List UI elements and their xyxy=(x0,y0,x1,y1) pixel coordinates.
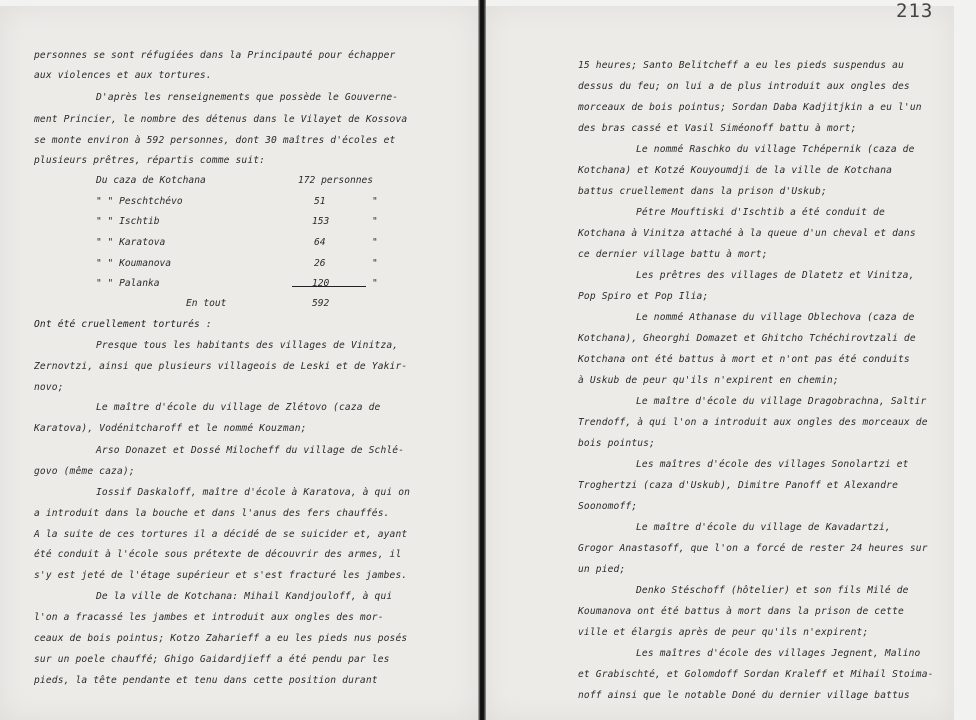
left-line: Iossif Daskaloff, maître d'école à Karatova, à qui on xyxy=(96,487,411,498)
table-ditto: " xyxy=(372,196,378,207)
right-line: un pied; xyxy=(578,564,626,575)
right-line: Les maîtres d'école des villages Sonolartzi et xyxy=(636,459,909,470)
table-place: En tout xyxy=(186,298,227,309)
left-line: Arso Donazet et Dossé Milocheff du village de Schlé- xyxy=(96,445,405,456)
total-rule xyxy=(292,286,366,287)
right-line: Kotchana à Vinitza attaché à la queue d'un cheval et dans xyxy=(578,228,916,239)
right-line: Le maître d'école du village Dragobrachna, Saltir xyxy=(636,396,927,407)
right-line: Troghertzi (caza d'Uskub), Dimitre Panoff et Alexandre xyxy=(578,480,898,491)
right-line: Grogor Anastasoff, que l'on a forcé de rester 24 heures sur xyxy=(578,543,928,554)
right-line: des bras cassé et Vasil Siméonoff battu à mort; xyxy=(578,123,857,134)
table-ditto: " xyxy=(372,216,378,227)
table-place: Du caza de Kotchana xyxy=(96,175,206,186)
right-line: Le maître d'école du village de Kavadartzi, xyxy=(636,522,891,533)
table-count: 26 xyxy=(314,258,326,269)
section-heading: Ont été cruellement torturés : xyxy=(34,319,212,330)
table-count: 120 xyxy=(312,278,330,289)
table-place: " " Koumanova xyxy=(96,258,172,269)
left-line: govo (même caza); xyxy=(34,466,135,477)
left-line: D'après les renseignements que possède le Gouverne- xyxy=(96,92,399,103)
left-line: De la ville de Kotchana: Mihail Kandjouloff, à qui xyxy=(96,591,393,602)
right-line: et Grabischté, et Golomdoff Sordan Kraleff et Mihail Stoima- xyxy=(578,669,934,680)
table-count: 51 xyxy=(314,196,326,207)
table-count: 64 xyxy=(314,237,326,248)
left-line: l'on a fracassé les jambes et introduit aux ongles des mor- xyxy=(34,612,384,623)
left-line: Zernovtzi, ainsi que plusieurs villageois de Leski et de Yakir- xyxy=(34,361,408,372)
book-gutter xyxy=(478,0,486,720)
table-place: " " Ischtib xyxy=(96,216,160,227)
right-line: bois pointus; xyxy=(578,438,656,449)
right-line: morceaux de bois pointus; Sordan Daba Kadjitjkin a eu l'un xyxy=(578,102,922,113)
left-line: a introduit dans la bouche et dans l'anus des fers chauffés. xyxy=(34,508,390,519)
right-line: 15 heures; Santo Belitcheff a eu les pieds suspendus au xyxy=(578,60,904,71)
table-place: " " Palanka xyxy=(96,278,160,289)
left-line: plusieurs prêtres, répartis comme suit: xyxy=(34,155,266,166)
right-line: Kotchana ont été battus à mort et n'ont pas été conduits xyxy=(578,354,910,365)
right-line: Le nommé Raschko du village Tchépernik (caza de xyxy=(636,144,915,155)
left-line: novo; xyxy=(34,382,64,393)
left-line: s'y est jeté de l'étage supérieur et s'est fracturé les jambes. xyxy=(34,570,408,581)
left-line: sur un poele chauffé; Ghigo Gaidardjieff a été pendu par les xyxy=(34,654,390,665)
right-line: Koumanova ont été battus à mort dans la prison de cette xyxy=(578,606,904,617)
right-line: Kotchana) et Kotzé Kouyoumdji de la ville de Kotchana xyxy=(578,165,893,176)
left-line: pieds, la tête pendante et tenu dans cette position durant xyxy=(34,675,378,686)
left-line: ceaux de bois pointus; Kotzo Zaharieff a eu les pieds nus posés xyxy=(34,633,408,644)
left-line: se monte environ à 592 personnes, dont 30 maîtres d'écoles et xyxy=(34,135,396,146)
table-ditto: " xyxy=(372,258,378,269)
table-ditto: " xyxy=(372,278,378,289)
right-line: Denko Stéschoff (hôtelier) et son fils Milé de xyxy=(636,585,909,596)
table-ditto: " xyxy=(372,237,378,248)
left-line: été conduit à l'école sous prétexte de découvrir des armes, il xyxy=(34,549,402,560)
right-line: à Uskub de peur qu'ils n'expirent en chemin; xyxy=(578,375,839,386)
table-place: " " Peschtchévo xyxy=(96,196,183,207)
left-line: Karatova), Vodénitcharoff et le nommé Kouzman; xyxy=(34,423,307,434)
left-line: aux violences et aux tortures. xyxy=(34,70,212,81)
table-count: 592 xyxy=(312,298,330,309)
left-line: Presque tous les habitants des villages de Vinitza, xyxy=(96,340,399,351)
right-line: Les prêtres des villages de Dlatetz et Vinitza, xyxy=(636,270,915,281)
right-line: noff ainsi que le notable Doné du dernier village battus xyxy=(578,690,910,701)
right-line: ville et élargis après de peur qu'ils n'expirent; xyxy=(578,627,869,638)
left-line: personnes se sont réfugiées dans la Principauté pour échapper xyxy=(34,50,396,61)
table-count: 153 xyxy=(312,216,330,227)
right-line: Pop Spiro et Pop Ilia; xyxy=(578,291,709,302)
right-line: dessus du feu; on lui a de plus introduit aux ongles des xyxy=(578,81,910,92)
right-line: battus cruellement dans la prison d'Uskub; xyxy=(578,186,827,197)
left-line: Le maître d'école du village de Zlétovo (caza de xyxy=(96,402,381,413)
right-line: Soonomoff; xyxy=(578,501,638,512)
right-line: Trendoff, à qui l'on a introduit aux ongles des morceaux de xyxy=(578,417,928,428)
left-line: ment Princier, le nombre des détenus dans le Vilayet de Kossova xyxy=(34,114,408,125)
right-line: Kotchana), Gheorghi Domazet et Ghitcho Tchéchirovtzali de xyxy=(578,333,916,344)
table-place: " " Karatova xyxy=(96,237,166,248)
left-line: A la suite de ces tortures il a décidé de se suicider et, ayant xyxy=(34,529,408,540)
right-line: ce dernier village battu à mort; xyxy=(578,249,768,260)
right-line: Pétre Mouftiski d'Ischtib a été conduit de xyxy=(636,207,885,218)
table-count: 172 personnes xyxy=(298,175,374,186)
page-number: 213 xyxy=(896,0,934,22)
right-line: Le nommé Athanase du village Oblechova (caza de xyxy=(636,312,915,323)
right-line: Les maîtres d'école des villages Jegnent, Malino xyxy=(636,648,921,659)
